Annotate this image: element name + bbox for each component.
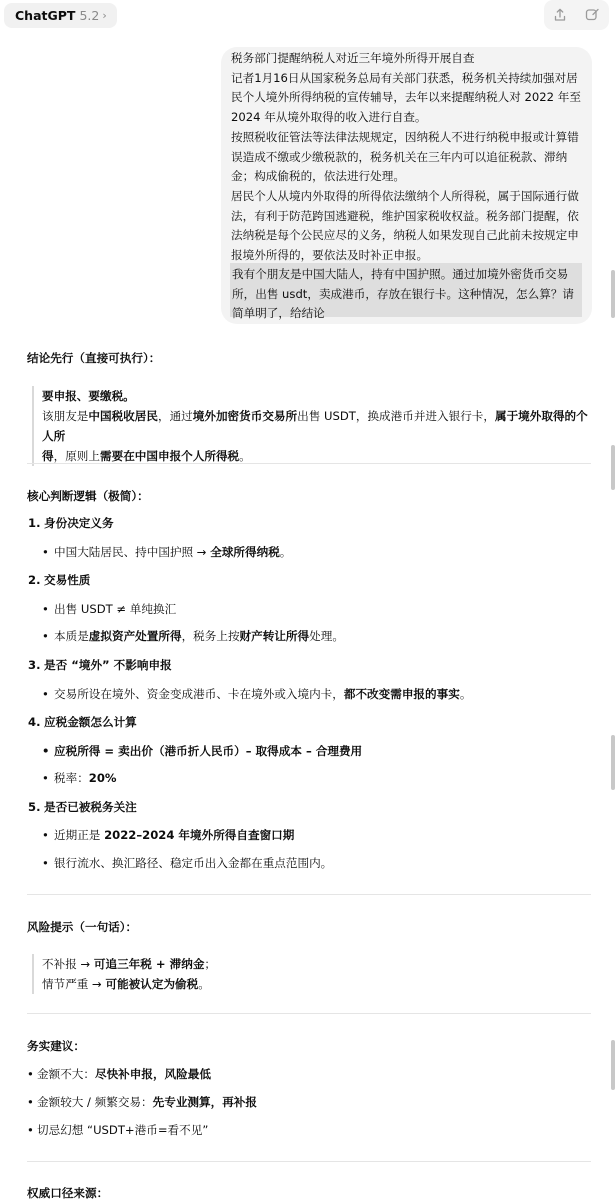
conclusion-line: 要申报、要缴税。 [42, 389, 135, 403]
user-paragraph: 记者1月16日从国家税务总局有关部门获悉，税务机关持续加强对居民个人境外所得纳税的宣传辅导，去年以来提醒纳税人对 2022 年至 2024 年从境外取得的收入进行自查。 [231, 70, 581, 125]
user-paragraph: 税务部门提醒纳税人对近三年境外所得开展自查 [231, 51, 475, 65]
advice-heading: 务实建议： [27, 1039, 85, 1053]
model-version: 5.2 [79, 8, 100, 23]
top-actions [544, 0, 609, 30]
user-message-text [231, 49, 586, 266]
bullet-item: • 切忌幻想 “USDT+港币=看不见” [27, 1123, 209, 1137]
risk-heading: 风险提示（一句话）： [27, 920, 138, 934]
bullet-item: • 金额较大 / 频繁交易：先专业测算，再补报 [27, 1095, 257, 1109]
scrollbar-mark [611, 445, 615, 490]
risk-line: 情节严重 → 可能被认定为偷税。 [42, 977, 210, 991]
divider [27, 463, 591, 464]
user-question: 我有个朋友是中国大陆人，持有中国护照。通过加境外密货币交易所，出售 usdt，卖成港币，存放在银行卡。这种情况，怎么算？请简单明了，给结论 [232, 267, 575, 320]
conclusion-quote [32, 386, 592, 466]
bullet-item: • 本质是虚拟资产处置所得，税务上按财产转让所得处理。 [42, 629, 344, 643]
list-item: 4. 应税金额怎么计算 [28, 715, 137, 729]
list-item: 2. 交易性质 [28, 573, 91, 587]
bullet-item: • 中国大陆居民、持中国护照 → 全球所得纳税。 [42, 545, 292, 559]
top-bar [0, 0, 615, 31]
list-item: 5. 是否已被税务关注 [28, 800, 137, 814]
scrollbar-mark [611, 735, 615, 790]
bullet-item: • 近期正是 2022–2024 年境外所得自查窗口期 [42, 828, 295, 842]
model-name: ChatGPT [15, 8, 76, 23]
conclusion-heading: 结论先行（直接可执行）： [27, 351, 161, 365]
bullet-item: • 金额不大：尽快补申报，风险最低 [27, 1067, 211, 1081]
bullet-item: • 应税所得 = 卖出价（港币折人民币）– 取得成本 – 合理费用 [42, 744, 363, 758]
bullet-item: • 交易所设在境外、资金变成港币、卡在境外或入境内卡，都不改变需申报的事实。 [42, 687, 472, 701]
divider [27, 1013, 591, 1014]
model-selector-button[interactable] [4, 3, 117, 28]
new-chat-icon[interactable] [585, 8, 600, 22]
risk-line: 不补报 → 可追三年税 + 滞纳金； [42, 957, 217, 971]
list-item: 1. 身份决定义务 [28, 516, 114, 530]
bullet-item: • 税率：20% [42, 771, 117, 785]
conclusion-line: 得，原则上需要在中国申报个人所得税。 [42, 449, 251, 463]
scrollbar-mark [611, 1040, 615, 1090]
share-icon[interactable] [553, 8, 567, 22]
user-paragraph: 居民个人从境内外取得的所得依法缴纳个人所得税，属于国际通行做法，有利于防范跨国逃避税，维护国家税收权益。税务部门提醒，依法纳税是每个公民应尽的义务，纳税人如果发现自己此前未按规定申报境外所得的，要依法及时补正申报。 [231, 188, 579, 263]
risk-quote [32, 954, 332, 994]
conclusion-line: 该朋友是中国税收居民，通过境外加密货币交易所出售 USDT，换成港币并进入银行卡，属于境外取得的个人所 [42, 409, 588, 443]
divider [27, 1161, 591, 1162]
scrollbar-thumb[interactable] [611, 270, 615, 318]
chevron-right-icon: › [102, 9, 107, 22]
logic-heading: 核心判断逻辑（极简）： [27, 489, 149, 503]
list-item: 3. 是否 “境外” 不影响申报 [28, 658, 172, 672]
divider [27, 894, 591, 895]
user-paragraph: 按照税收征管法等法律法规规定，因纳税人不进行纳税申报或计算错误造成不缴或少缴税款的，税务机关在三年内可以追征税款、滞纳金；构成偷税的，依法进行处理。 [231, 129, 579, 184]
bullet-item: • 出售 USDT ≠ 单纯换汇 [42, 602, 177, 616]
bullet-item: • 银行流水、换汇路径、稳定币出入金都在重点范围内。 [42, 856, 333, 870]
source-heading: 权威口径来源： [27, 1186, 109, 1199]
